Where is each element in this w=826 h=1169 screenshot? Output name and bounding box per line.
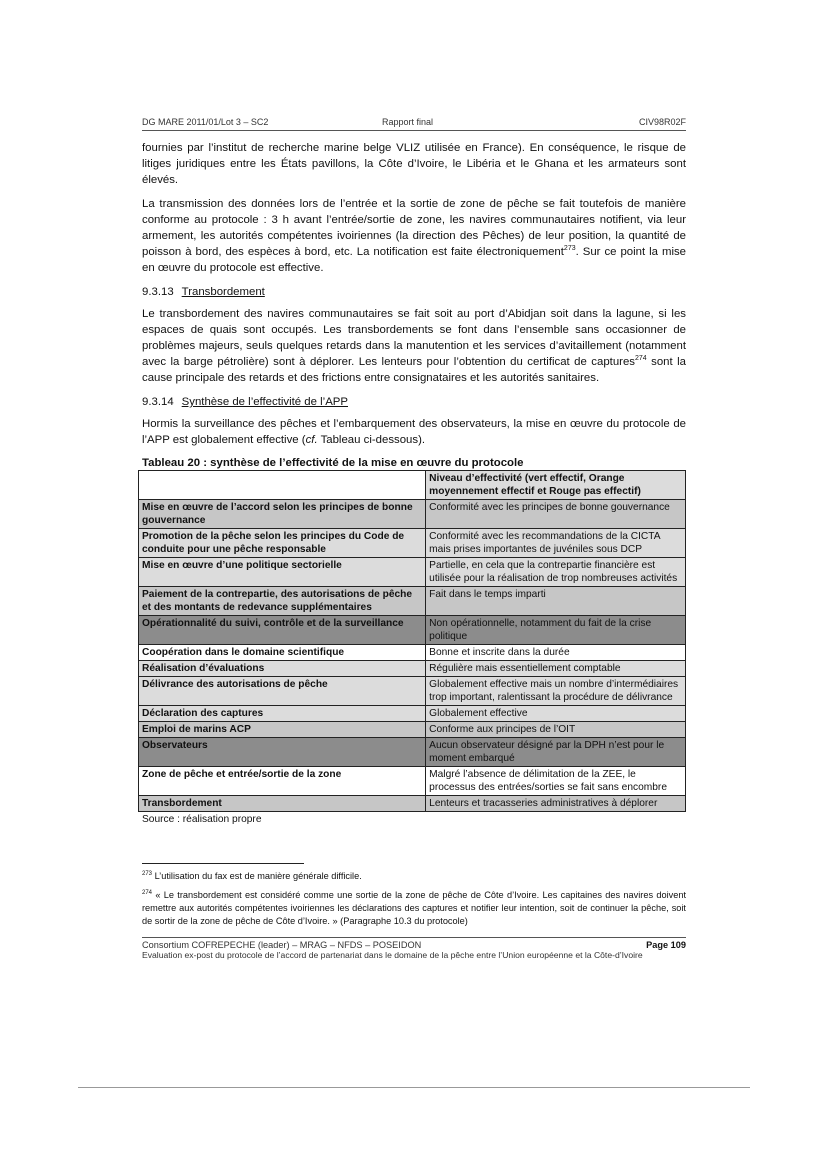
effectivity-cell: Lenteurs et tracasseries administratives à déplorer — [426, 796, 686, 812]
footnote-273 — [142, 870, 686, 883]
table-row — [139, 500, 686, 529]
paragraph-data-transmission — [142, 196, 686, 276]
table-header-row — [139, 471, 686, 500]
table-row — [139, 661, 686, 677]
criterion-cell: Déclaration des captures — [139, 706, 426, 722]
table-row — [139, 645, 686, 661]
effectivity-cell: Bonne et inscrite dans la durée — [426, 645, 686, 661]
criterion-cell: Promotion de la pêche selon les principes du Code de conduite pour une pêche responsable — [139, 529, 426, 558]
paragraph-text-end: sont la cause principale des retards et des frictions entre consignataires et les autorités sanitaires. — [142, 356, 686, 384]
page-number: Page 109 — [646, 940, 686, 950]
cf-abbreviation: cf. — [305, 434, 318, 446]
paragraph-text: Hormis la surveillance des pêches et l’embarquement des observateurs, la mise en œuvre du protocole de l’APP est globalement effective ( — [142, 418, 686, 446]
table-source: Source : réalisation propre — [142, 814, 262, 825]
criterion-cell: Transbordement — [139, 796, 426, 812]
criterion-cell: Réalisation d’évaluations — [139, 661, 426, 677]
header-reference: DG MARE 2011/01/Lot 3 – SC2 — [142, 117, 269, 127]
criterion-cell: Emploi de marins ACP — [139, 722, 426, 738]
section-title: Synthèse de l’effectivité de l’APP — [181, 396, 348, 408]
table-row — [139, 722, 686, 738]
paragraph-text: Le transbordement des navires communautaires se fait soit au port d’Abidjan soit dans la lagune, si les espaces de quais sont occupés. Les transbordements se font dans l’ensemble sans occasionner de problèmes majeurs, seuls quelques retards dans la manutention et les services d’avitaillement (notamment avec la barge pétrolière) sont à déplorer. Les lenteurs pour l’obtention du certificat de captures — [142, 308, 686, 368]
table-row — [139, 767, 686, 796]
criterion-cell: Paiement de la contrepartie, des autorisations de pêche et des montants de redevance supplémentaires — [139, 587, 426, 616]
criterion-cell: Mise en œuvre d’une politique sectorielle — [139, 558, 426, 587]
criterion-cell: Opérationnalité du suivi, contrôle et de la surveillance — [139, 616, 426, 645]
footnote-text: L’utilisation du fax est de manière générale difficile. — [152, 871, 362, 881]
effectivity-cell: Globalement effective mais un nombre d’intermédiaires trop important, ralentissant la procédure de délivrance — [426, 677, 686, 706]
header-report-type: Rapport final — [382, 117, 434, 127]
effectivity-cell: Conforme aux principes de l’OIT — [426, 722, 686, 738]
page-header — [142, 116, 686, 131]
criterion-cell: Observateurs — [139, 738, 426, 767]
section-title: Transbordement — [181, 286, 265, 298]
header-cell-empty — [139, 471, 426, 500]
paragraph-transbordement — [142, 306, 686, 386]
section-heading-transbordement — [142, 284, 686, 300]
table-row — [139, 587, 686, 616]
criterion-cell: Délivrance des autorisations de pêche — [139, 677, 426, 706]
criterion-cell: Coopération dans le domaine scientifique — [139, 645, 426, 661]
effectivity-cell: Conformité avec les principes de bonne gouvernance — [426, 500, 686, 529]
page-bottom-divider — [78, 1087, 750, 1088]
footnote-number: 273 — [142, 870, 153, 877]
paragraph-vliz: fournies par l’institut de recherche marine belge VLIZ utilisée en France). En conséquence, le risque de litiges juridiques entre les États pavillons, la Côte d’Ivoire, le Libéria et le Ghana et les armateurs sont élevés. — [142, 142, 686, 186]
table-row — [139, 677, 686, 706]
synthesis-table — [138, 470, 686, 812]
effectivity-cell: Globalement effective — [426, 706, 686, 722]
section-heading-synthese — [142, 394, 686, 410]
effectivity-cell: Régulière mais essentiellement comptable — [426, 661, 686, 677]
footnote-ref-274[interactable]: 274 — [634, 355, 647, 363]
table-caption: Tableau 20 : synthèse de l’effectivité de la mise en œuvre du protocole — [142, 457, 524, 469]
table-row — [139, 616, 686, 645]
footnote-274 — [142, 889, 686, 928]
effectivity-cell: Fait dans le temps imparti — [426, 587, 686, 616]
section-number: 9.3.14 — [142, 396, 174, 408]
paragraph-text-end: . Sur ce point la mise en œuvre du protocole est effective. — [142, 246, 687, 274]
table-row — [139, 796, 686, 812]
section-number: 9.3.13 — [142, 286, 174, 298]
effectivity-cell: Conformité avec les recommandations de la CICTA mais prises importantes de juvéniles sous DCP — [426, 529, 686, 558]
criterion-cell: Zone de pêche et entrée/sortie de la zone — [139, 767, 426, 796]
table-row — [139, 706, 686, 722]
header-code: CIV98R02F — [638, 117, 686, 127]
footer-consortium: Consortium COFREPECHE (leader) – MRAG – NFDS – POSEIDON — [142, 940, 422, 950]
footnotes — [142, 870, 686, 934]
footnote-number: 274 — [142, 889, 153, 896]
footnote-text: « Le transbordement est considéré comme une sortie de la zone de pêche de Côte d’Ivoire. Les capitaines des navires doivent remettre aux autorités compétentes ivoiriennes les déclarations des captures et notifier leur intention, soit de continuer la pêche, soit de sortir de la zone de pêche de Côte d’Ivoire. » (Paragraphe 10.3 du protocole) — [142, 890, 686, 926]
paragraph-text-end: Tableau ci-dessous). — [317, 434, 426, 446]
effectivity-cell: Partielle, en cela que la contrepartie financière est utilisée pour la réalisation de trop nombreuses activités — [426, 558, 686, 587]
effectivity-cell: Malgré l’absence de délimitation de la ZEE, le processus des entrées/sorties se fait sans encombre — [426, 767, 686, 796]
main-content — [142, 140, 686, 825]
effectivity-cell: Aucun observateur désigné par la DPH n’est pour le moment embarqué — [426, 738, 686, 767]
paragraph-text: La transmission des données lors de l’entrée et la sortie de zone de pêche se fait toutefois de manière conforme au protocole : 3 h avant l’entrée/sortie de zone, les navires communautaires notifient, via leur armement, les autorités compétentes ivoiriennes (la direction des Pêches) de leur position, la quantité de poisson à bord, des espèces à bord, etc. La notification est faite électroniquement — [142, 198, 686, 258]
footnote-separator — [142, 863, 304, 864]
footnote-ref-273[interactable]: 273 — [563, 245, 576, 253]
header-cell-effectivity: Niveau d’effectivité (vert effectif, Orange moyennement effectif et Rouge pas effectif) — [426, 471, 686, 500]
paragraph-synthese — [142, 416, 686, 448]
table-row — [139, 738, 686, 767]
footer-document-title: Evaluation ex-post du protocole de l’accord de partenariat dans le domaine de la pêche entre l’Union européenne et la Côte-d’Ivoire — [142, 950, 643, 960]
table-row — [139, 529, 686, 558]
page-footer — [142, 937, 686, 960]
effectivity-cell: Non opérationnelle, notamment du fait de la crise politique — [426, 616, 686, 645]
criterion-cell: Mise en œuvre de l’accord selon les principes de bonne gouvernance — [139, 500, 426, 529]
table-row — [139, 558, 686, 587]
table-body — [139, 471, 686, 812]
